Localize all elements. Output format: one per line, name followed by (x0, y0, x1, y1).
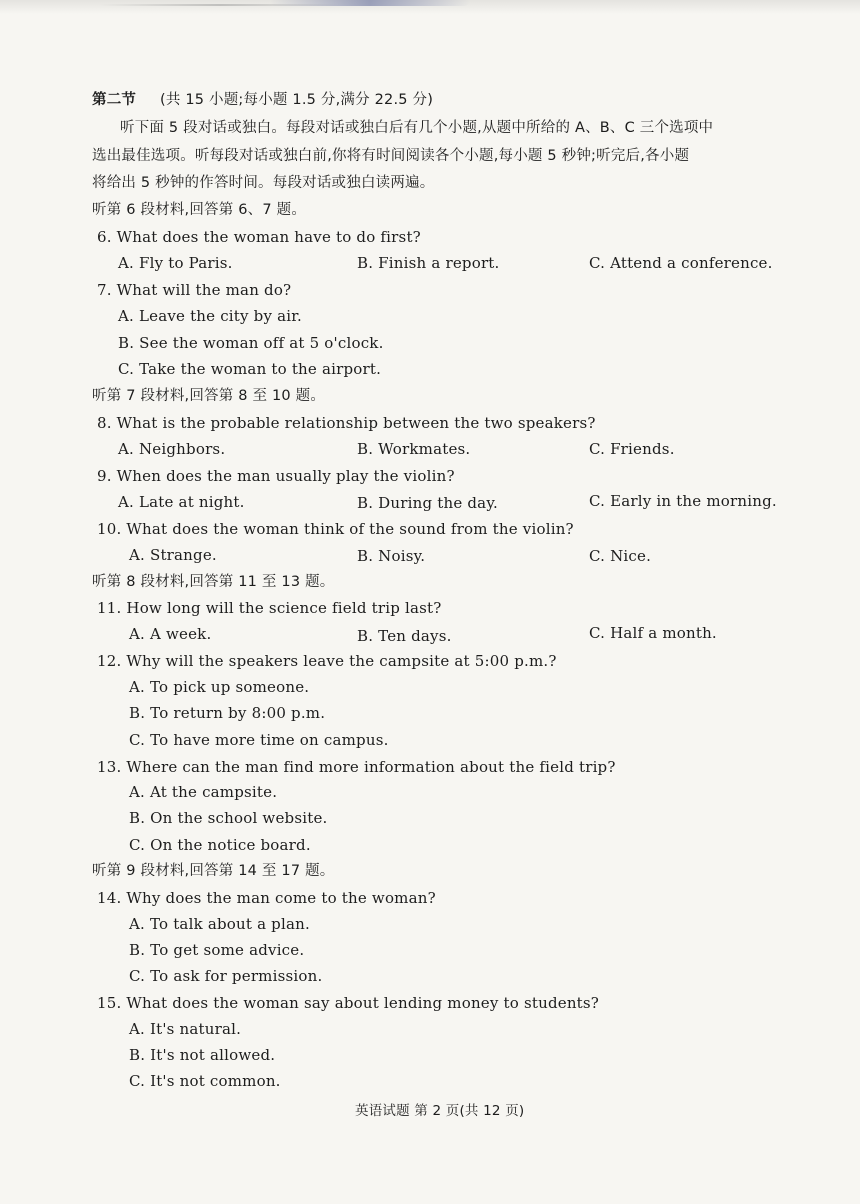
option-12c[interactable]: C. To have more time on campus. (129, 731, 389, 749)
option-8a[interactable]: A. Neighbors. (118, 440, 226, 458)
option-15b[interactable]: B. It's not allowed. (129, 1046, 276, 1064)
page-footer: 英语试题 第 2 页(共 12 页) (355, 1103, 525, 1119)
option-8b[interactable]: B. Workmates. (357, 440, 471, 458)
question-8: 8. What is the probable relationship between the two speakers? (97, 414, 596, 432)
option-12b[interactable]: B. To return by 8:00 p.m. (129, 704, 326, 722)
question-12: 12. Why will the speakers leave the campsite at 5:00 p.m.? (97, 652, 557, 670)
option-9a[interactable]: A. Late at night. (118, 493, 245, 511)
option-7c[interactable]: C. Take the woman to the airport. (118, 360, 382, 378)
material-heading-7: 听第 7 段材料,回答第 8 至 10 题。 (92, 388, 326, 404)
option-13b[interactable]: B. On the school website. (129, 809, 328, 827)
option-7b[interactable]: B. See the woman off at 5 o'clock. (118, 334, 384, 352)
option-10c[interactable]: C. Nice. (589, 547, 652, 565)
option-6a[interactable]: A. Fly to Paris. (118, 254, 233, 272)
instruction-line-2: 选出最佳选项。听每段对话或独白前,你将有时间阅读各个小题,每小题 5 秒钟;听完后,各小题 (92, 148, 690, 164)
option-14a[interactable]: A. To talk about a plan. (129, 915, 310, 933)
option-15a[interactable]: A. It's natural. (129, 1020, 242, 1038)
question-15: 15. What does the woman say about lending money to students? (97, 994, 600, 1012)
option-10b[interactable]: B. Noisy. (357, 547, 426, 565)
question-10: 10. What does the woman think of the sound from the violin? (97, 520, 574, 538)
option-7a[interactable]: A. Leave the city by air. (118, 307, 302, 325)
option-11b[interactable]: B. Ten days. (357, 627, 452, 645)
option-14b[interactable]: B. To get some advice. (129, 941, 305, 959)
option-12a[interactable]: A. To pick up someone. (129, 678, 310, 696)
option-11c[interactable]: C. Half a month. (589, 624, 717, 642)
question-9: 9. When does the man usually play the violin? (97, 467, 455, 485)
section-meta: (共 15 小题;每小题 1.5 分,满分 22.5 分) (160, 92, 434, 108)
option-15c[interactable]: C. It's not common. (129, 1072, 281, 1090)
option-6b[interactable]: B. Finish a report. (357, 254, 500, 272)
instruction-line-3: 将给出 5 秒钟的作答时间。每段对话或独白读两遍。 (92, 175, 435, 191)
question-14: 14. Why does the man come to the woman? (97, 889, 436, 907)
material-heading-9: 听第 9 段材料,回答第 14 至 17 题。 (92, 863, 335, 879)
option-6c[interactable]: C. Attend a conference. (589, 254, 773, 272)
question-13: 13. Where can the man find more information about the field trip? (97, 758, 616, 776)
option-14c[interactable]: C. To ask for permission. (129, 967, 323, 985)
option-9c[interactable]: C. Early in the morning. (589, 492, 777, 510)
question-6: 6. What does the woman have to do first? (97, 228, 421, 246)
question-11: 11. How long will the science field trip last? (97, 599, 442, 617)
option-9b[interactable]: B. During the day. (357, 494, 498, 512)
section-title: 第二节 (92, 92, 137, 108)
option-11a[interactable]: A. A week. (129, 625, 212, 643)
option-13c[interactable]: C. On the notice board. (129, 836, 311, 854)
material-heading-6: 听第 6 段材料,回答第 6、7 题。 (92, 202, 307, 218)
material-heading-8: 听第 8 段材料,回答第 11 至 13 题。 (92, 574, 335, 590)
instruction-line-1: 听下面 5 段对话或独白。每段对话或独白后有几个小题,从题中所给的 A、B、C 三个选项中 (120, 120, 714, 136)
option-13a[interactable]: A. At the campsite. (129, 783, 278, 801)
option-8c[interactable]: C. Friends. (589, 440, 675, 458)
option-10a[interactable]: A. Strange. (129, 546, 217, 564)
question-7: 7. What will the man do? (97, 281, 292, 299)
